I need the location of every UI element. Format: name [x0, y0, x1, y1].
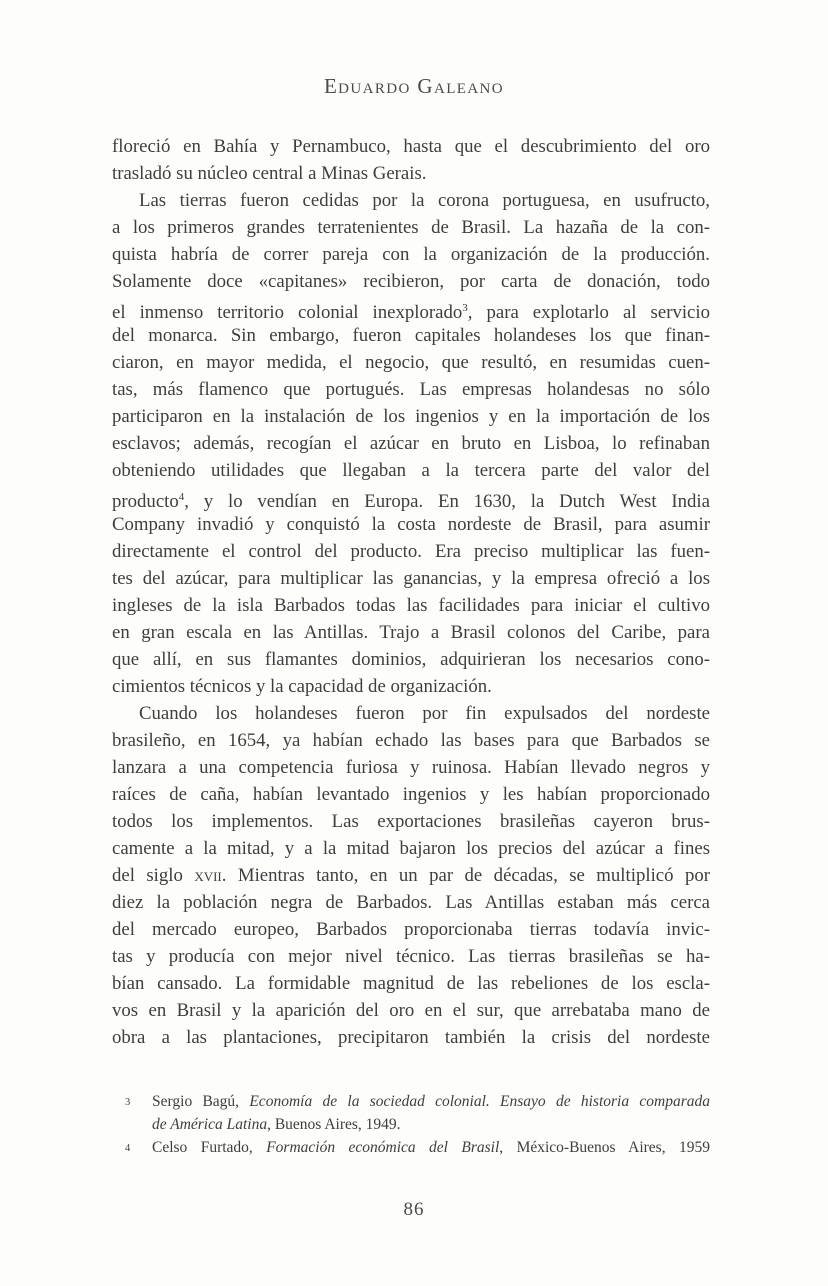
footnote: [112, 1090, 710, 1136]
footnote-reference: 3: [462, 302, 468, 314]
text-line: [112, 214, 710, 241]
text-segment: quista habría de correr pareja con la organización de la producción.: [112, 244, 710, 265]
text-segment: Company invadió y conquistó la costa nordeste de Brasil, para asumir: [112, 514, 710, 535]
text-segment: raíces de caña, habían levantado ingenios y les habían proporcionado: [112, 784, 710, 805]
text-line: [112, 457, 710, 484]
text-line: [112, 862, 710, 889]
text-line: [112, 781, 710, 808]
text-segment: Celso Furtado,: [152, 1139, 267, 1156]
text-line: [112, 646, 710, 673]
text-segment: Economía de la sociedad colonial. Ensayo de historia comparada: [249, 1093, 710, 1110]
text-line: [112, 916, 710, 943]
text-line: [112, 376, 710, 403]
text-line: [112, 1024, 710, 1051]
text-line: [112, 511, 710, 538]
text-segment: , y lo vendían en Europa. En 1630, la Dutch West India: [184, 491, 710, 512]
text-line: [112, 889, 710, 916]
text-segment: cimientos técnicos y la capacidad de organización.: [112, 676, 492, 697]
text-segment: tas, más flamenco que portugués. Las empresas holandesas no sólo: [112, 379, 710, 400]
footnotes: [112, 1090, 710, 1159]
text-segment: directamente el control del producto. Era preciso multiplicar las fuen-: [112, 541, 710, 562]
text-line: [112, 322, 710, 349]
text-segment: . Mientras tanto, en un par de décadas, se multiplicó por: [221, 865, 710, 886]
text-segment: ciaron, en mayor medida, el negocio, que resultó, en resumidas cuen-: [112, 352, 710, 373]
text-segment: tas y producía con mejor nivel técnico. Las tierras brasileñas se ha-: [112, 946, 710, 967]
text-segment: brasileño, en 1654, ya habían echado las bases para que Barbados se: [112, 730, 710, 751]
text-line: [112, 754, 710, 781]
text-line: [112, 673, 710, 700]
footnote-number: 3: [125, 1097, 131, 1108]
text-segment: trasladó su núcleo central a Minas Gerais.: [112, 163, 427, 184]
text-segment: lanzara a una competencia furiosa y ruinosa. Habían llevado negros y: [112, 757, 710, 778]
text-segment: , México-Buenos Aires, 1959: [499, 1139, 710, 1156]
text-line: [112, 538, 710, 565]
footnote: [112, 1136, 710, 1159]
text-line: [112, 592, 710, 619]
text-segment: en gran escala en las Antillas. Trajo a Brasil colonos del Caribe, para: [112, 622, 710, 643]
text-line: [112, 700, 710, 727]
text-segment: obteniendo utilidades que llegaban a la tercera parte del valor del: [112, 460, 710, 481]
footnote-line: [152, 1090, 710, 1113]
text-line: [112, 268, 710, 295]
text-segment: camente a la mitad, y a la mitad bajaron los precios del azúcar a fines: [112, 838, 710, 859]
text-line: [112, 619, 710, 646]
text-line: [112, 349, 710, 376]
text-line: [112, 565, 710, 592]
text-segment: ingleses de la isla Barbados todas las facilidades para iniciar el cultivo: [112, 595, 710, 616]
text-line: [112, 295, 710, 322]
text-line: [112, 727, 710, 754]
text-segment: todos los implementos. Las exportaciones brasileñas cayeron brus-: [112, 811, 710, 832]
text-line: [112, 160, 710, 187]
text-segment: floreció en Bahía y Pernambuco, hasta que el descubrimiento del oro: [112, 136, 710, 157]
text-line: [112, 133, 710, 160]
running-header: Eduardo Galeano: [323, 74, 505, 98]
text-segment: , para explotarlo al servicio: [467, 302, 710, 323]
text-segment: Cuando los holandeses fueron por fin expulsados del nordeste: [139, 703, 710, 724]
text-segment: el inmenso territorio colonial inexplorado: [112, 302, 463, 323]
text-segment: xvii: [194, 865, 222, 886]
text-segment: obra a las plantaciones, precipitaron también la crisis del nordeste: [112, 1027, 710, 1048]
text-segment: participaron en la instalación de los ingenios y en la importación de los: [112, 406, 710, 427]
page-number: 86: [403, 1199, 425, 1220]
footnote-reference: 4: [178, 491, 185, 503]
text-segment: de América Latina: [152, 1116, 268, 1133]
text-segment: Solamente doce «capitanes» recibieron, por carta de donación, todo: [112, 271, 710, 292]
text-line: [112, 430, 710, 457]
text-line: [112, 241, 710, 268]
text-line: [112, 970, 710, 997]
text-segment: del mercado europeo, Barbados proporcionaba tierras todavía invic-: [112, 919, 710, 940]
footnote-number: 4: [125, 1143, 131, 1154]
text-segment: bían cansado. La formidable magnitud de las rebeliones de los escla-: [112, 973, 710, 994]
text-line: [112, 997, 710, 1024]
text-segment: diez la población negra de Barbados. Las Antillas estaban más cerca: [112, 892, 710, 913]
text-segment: producto: [112, 491, 179, 512]
text-segment: del monarca. Sin embargo, fueron capitales holandeses los que finan-: [112, 325, 710, 346]
text-segment: Formación económica del Brasil: [266, 1139, 500, 1156]
text-line: [112, 943, 710, 970]
body-text: [112, 133, 710, 1051]
text-line: [112, 403, 710, 430]
text-line: [112, 835, 710, 862]
text-line: [112, 484, 710, 511]
text-segment: tes del azúcar, para multiplicar las ganancias, y la empresa ofreció a los: [112, 568, 710, 589]
text-line: [112, 808, 710, 835]
text-segment: Las tierras fueron cedidas por la corona portuguesa, en usufructo,: [139, 190, 710, 211]
footnote-line: [152, 1136, 710, 1159]
text-segment: vos en Brasil y la aparición del oro en el sur, que arrebataba mano de: [112, 1000, 710, 1021]
text-segment: esclavos; además, recogían el azúcar en bruto en Lisboa, lo refinaban: [112, 433, 710, 454]
text-segment: a los primeros grandes terratenientes de Brasil. La hazaña de la con-: [112, 217, 710, 238]
text-segment: del siglo: [112, 865, 195, 886]
text-line: [112, 187, 710, 214]
text-segment: , Buenos Aires, 1949.: [267, 1116, 401, 1133]
text-segment: que allí, en sus flamantes dominios, adquirieran los necesarios cono-: [112, 649, 710, 670]
footnote-line: [152, 1113, 710, 1136]
text-segment: Sergio Bagú,: [152, 1093, 250, 1110]
